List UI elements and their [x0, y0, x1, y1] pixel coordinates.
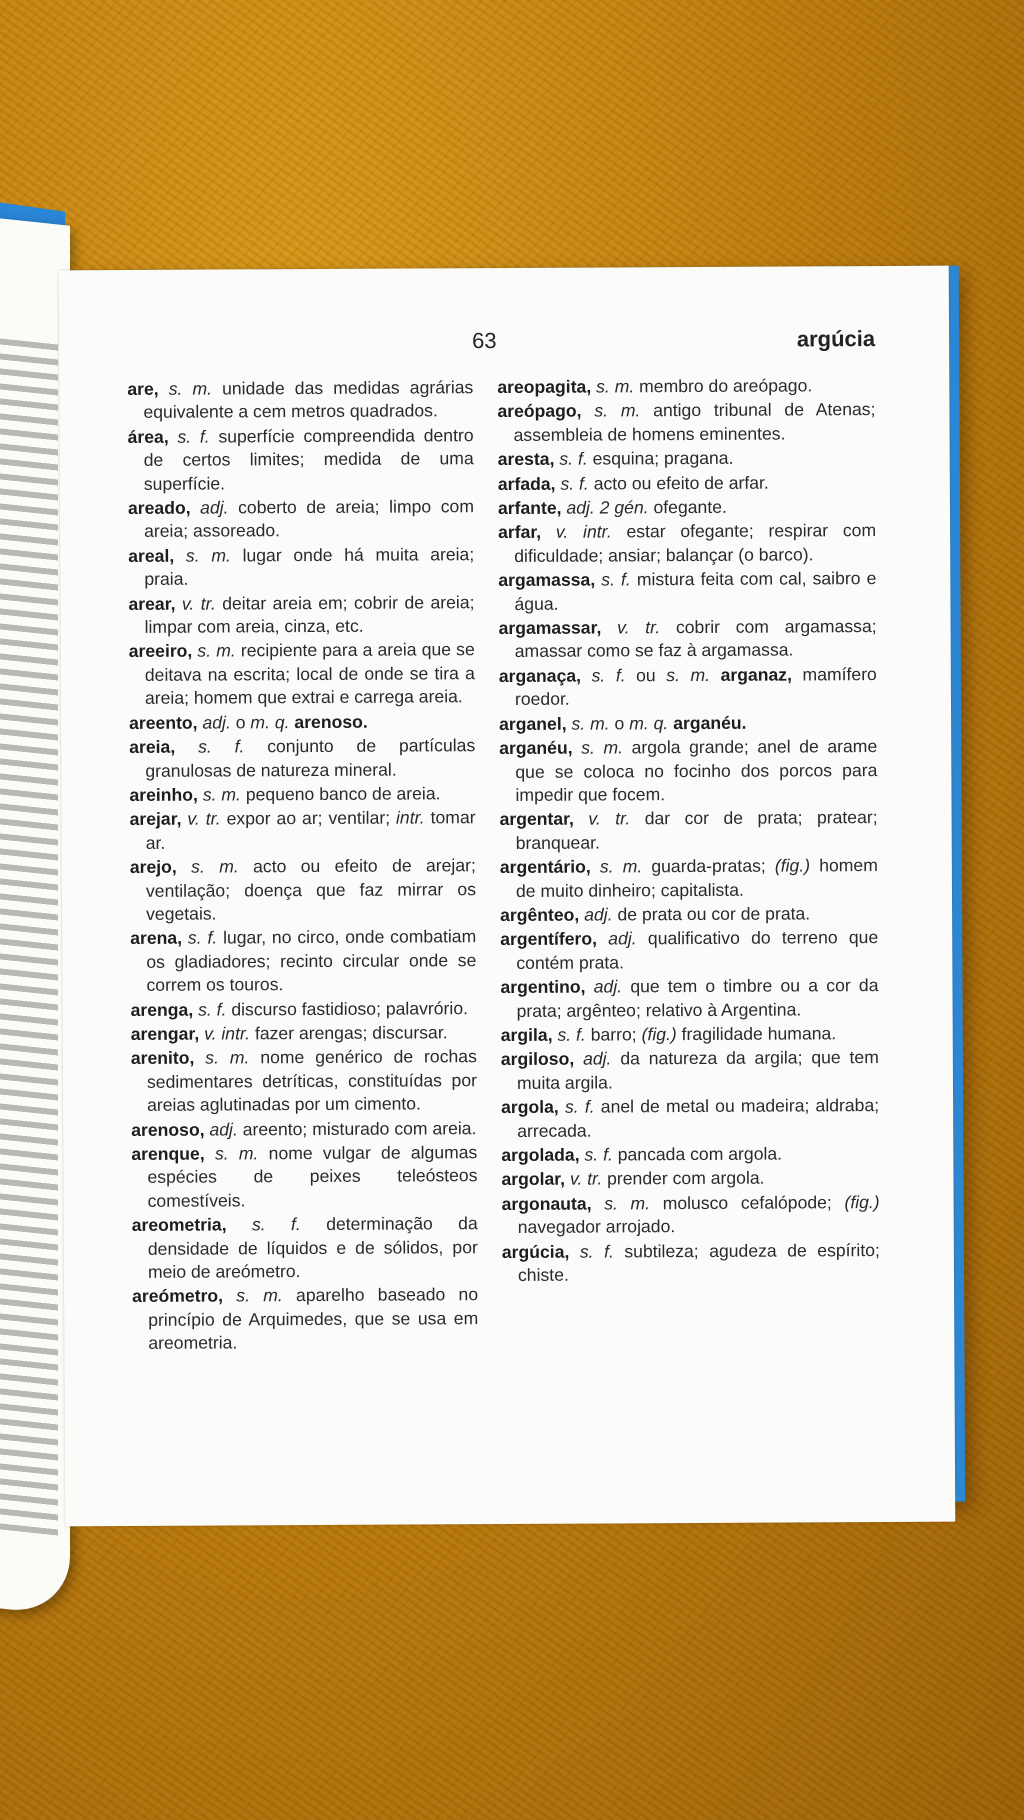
- grammar-label: s. m.: [194, 1047, 250, 1069]
- definition: guarda-pratas;: [642, 855, 766, 877]
- dictionary-entry: [498, 520, 876, 569]
- headword: arganéu.: [668, 712, 747, 733]
- grammar-label: s. f.: [595, 569, 631, 590]
- dictionary-entry: [501, 1142, 879, 1167]
- dictionary-entry: [128, 424, 474, 496]
- headword: argamassar,: [498, 617, 602, 639]
- headword: arfante,: [497, 497, 562, 519]
- dictionary-entry: [129, 639, 475, 711]
- definition: ofegante.: [648, 496, 727, 518]
- grammar-label: (fig.): [831, 1191, 880, 1213]
- dictionary-entry: [501, 1094, 879, 1143]
- headword: argolada,: [501, 1144, 580, 1166]
- headword: arganel,: [499, 713, 567, 734]
- grammar-label: s. m.: [581, 400, 641, 422]
- grammar-label: v. tr.: [175, 593, 216, 614]
- grammar-label: s. f.: [555, 473, 589, 494]
- definition: barro;: [585, 1024, 637, 1045]
- dictionary-entry: [128, 591, 474, 640]
- grammar-label: s. f.: [558, 1096, 595, 1117]
- page-number: 63: [472, 328, 497, 354]
- definition: fragilidade humana.: [676, 1023, 837, 1045]
- definition: superfície compreendida dentro de certos limites; medida de uma superfície.: [143, 424, 474, 494]
- definition: de prata ou cor de prata.: [612, 903, 811, 925]
- grammar-label: s. f.: [175, 736, 245, 757]
- headword: argentífero,: [500, 928, 598, 950]
- definition: tomar ar.: [145, 807, 476, 853]
- grammar-label: s. f.: [182, 927, 218, 949]
- definition: recipiente para a areia que se deitava na escrita; local de onde se tira a areia; homem que extrai e carrega areia.: [144, 639, 475, 709]
- grammar-label: s. f.: [569, 1241, 614, 1262]
- grammar-label: v. tr.: [573, 808, 631, 829]
- dictionary-entry: [498, 495, 876, 520]
- headword: aresta,: [497, 448, 555, 470]
- grammar-label: s. m.: [591, 1193, 651, 1214]
- grammar-label: adj.: [585, 976, 623, 997]
- headword: areeiro,: [128, 641, 193, 662]
- grammar-label: s. m.: [222, 1285, 283, 1306]
- headword: arenoso.: [289, 711, 368, 732]
- dictionary-entry: [132, 1284, 478, 1356]
- dictionary-entry: [131, 1141, 477, 1213]
- definition: conjunto de partículas granulosas de natureza mineral.: [145, 735, 476, 781]
- definition: lugar, no circo, onde combatiam os gladiadores; recinto circular onde se correm os touros.: [146, 926, 477, 996]
- dictionary-entry: [127, 376, 473, 425]
- headword: argentário,: [499, 856, 591, 878]
- grammar-label: s. f.: [168, 426, 210, 447]
- headword: areia,: [129, 736, 176, 758]
- grammar-label: s. f.: [579, 1144, 613, 1165]
- headword: arear,: [128, 593, 176, 614]
- grammar-label: intr.: [390, 807, 425, 828]
- definition: coberto de areia; limpo com areia; assoreado.: [144, 496, 475, 542]
- headword: arganéu,: [499, 737, 573, 759]
- definition: molusco cefalópode;: [649, 1192, 832, 1214]
- running-head: argúcia: [796, 326, 876, 352]
- dictionary-entry: [502, 1191, 880, 1240]
- grammar-label: s. f.: [554, 448, 588, 469]
- dictionary-entry: [132, 1212, 478, 1284]
- grammar-label: v. tr.: [181, 808, 221, 830]
- grammar-label: m. q.: [245, 711, 290, 733]
- headword: areado,: [127, 497, 191, 519]
- dictionary-entry: [497, 398, 875, 447]
- headword: argentar,: [499, 808, 574, 830]
- grammar-label: adj.: [596, 928, 637, 949]
- dictionary-entry: [500, 926, 878, 975]
- grammar-label: m. q.: [624, 712, 669, 734]
- dictionary-entry: [128, 543, 474, 592]
- definition: pequeno banco de areia.: [240, 783, 441, 805]
- definition: aparelho baseado no princípio de Arquimedes, que se usa em areometria.: [148, 1284, 479, 1354]
- grammar-label: s. m.: [174, 545, 231, 566]
- headword: argola,: [501, 1096, 559, 1118]
- definition: subtileza; agudeza de espírito; chiste.: [517, 1239, 880, 1285]
- dictionary-entry: [500, 902, 878, 927]
- headword: arfada,: [497, 473, 556, 494]
- definition: argola grande; anel de arame que se coloca no focinho dos porcos para impedir que focem.: [515, 736, 878, 805]
- grammar-label: s. m.: [572, 737, 624, 758]
- definition: acto ou efeito de arfar.: [588, 472, 769, 494]
- dictionary-entry: [129, 710, 475, 735]
- grammar-label: adj.: [190, 497, 229, 518]
- headword: argolar,: [501, 1169, 566, 1190]
- grammar-label: v. intr.: [541, 521, 612, 543]
- grammar-label: v. intr.: [199, 1023, 251, 1044]
- dictionary-entry: [501, 1022, 879, 1047]
- definition: o: [609, 713, 625, 734]
- dictionary-entry: [500, 806, 878, 855]
- headword: arenga,: [130, 999, 194, 1020]
- definition: nome vulgar de algumas espécies de peixes teleósteos comestíveis.: [147, 1142, 478, 1211]
- definition: anel de metal ou madeira; aldraba; arrecada.: [517, 1095, 880, 1141]
- headword: areento,: [129, 712, 198, 733]
- grammar-label: adj.: [579, 904, 613, 925]
- dictionary-entry: [499, 663, 877, 712]
- headword: arengar,: [130, 1023, 200, 1044]
- definition: dar cor de prata; pratear; branquear.: [515, 807, 878, 853]
- dictionary-entry: [131, 997, 477, 1022]
- grammar-label: s. f.: [226, 1214, 301, 1235]
- headword: areometria,: [131, 1214, 227, 1236]
- definition: nome genérico de rochas sedimentares detríticas, constituídas por areias aglutinadas por um cimento.: [146, 1046, 478, 1116]
- definition: deitar areia em; cobrir de areia; limpar com areia, cinza, etc.: [144, 591, 475, 637]
- grammar-label: s. m.: [158, 378, 213, 399]
- definition: navegador arrojado.: [517, 1216, 676, 1238]
- headword: argúcia,: [501, 1241, 570, 1262]
- dictionary-entry: [131, 1117, 477, 1142]
- left-column: [127, 376, 478, 1356]
- headword: areópago,: [497, 401, 582, 422]
- headword: arenque,: [131, 1143, 205, 1164]
- grammar-label: s. m.: [566, 713, 610, 734]
- definition: cobrir com argamassa; amassar como se faz à argamassa.: [514, 616, 877, 662]
- definition: homem de muito dinheiro; capitalista.: [515, 855, 878, 901]
- headword: argamassa,: [498, 569, 596, 591]
- definition: o: [230, 712, 246, 733]
- dictionary-entry: [500, 854, 878, 903]
- grammar-label: adj. 2 gén.: [561, 497, 649, 518]
- dictionary-entry: [129, 734, 475, 783]
- headword: argênteo,: [500, 904, 580, 925]
- definition: ou: [625, 665, 656, 686]
- grammar-label: (fig.): [765, 855, 811, 876]
- grammar-label: adj.: [204, 1119, 238, 1140]
- grammar-label: s. m.: [197, 784, 241, 805]
- headword: arfar,: [498, 522, 542, 543]
- headword: argonauta,: [501, 1193, 592, 1214]
- definition: fazer arengas; discursar.: [249, 1022, 448, 1044]
- dictionary-entry: [498, 471, 876, 496]
- definition: antigo tribunal de Atenas; assembleia de homens eminentes.: [513, 399, 876, 445]
- definition: estar ofegante; respirar com dificuldade; ansiar; balançar (o barco).: [514, 520, 877, 566]
- grammar-label: s. m.: [591, 376, 635, 397]
- grammar-label: s. m.: [204, 1143, 259, 1164]
- definition: expor ao ar; ventilar;: [220, 807, 391, 829]
- headword: argila,: [500, 1024, 553, 1046]
- dictionary-entry: [501, 1046, 879, 1095]
- dictionary-page: [59, 266, 956, 1527]
- dictionary-entry: [499, 735, 877, 807]
- headword: arena,: [130, 928, 183, 949]
- dictionary-entry: [130, 926, 476, 998]
- dictionary-entry: [129, 782, 475, 807]
- dictionary-entry: [499, 711, 877, 736]
- headword: argentino,: [500, 976, 586, 998]
- right-column: [497, 374, 880, 1288]
- definition: discurso fastidioso; palavrório.: [226, 997, 469, 1020]
- definition: pancada com argola.: [612, 1143, 783, 1165]
- dictionary-entry: [131, 1021, 477, 1046]
- dictionary-entry: [497, 374, 875, 399]
- dictionary-entry: [501, 1166, 879, 1191]
- definition: mistura feita com cal, saibro e água.: [514, 568, 877, 614]
- grammar-label: adj.: [197, 712, 231, 733]
- headword: areinho,: [129, 784, 198, 805]
- dictionary-entry: [498, 446, 876, 471]
- headword: areómetro,: [132, 1285, 224, 1307]
- grammar-label: v. tr.: [601, 617, 661, 638]
- headword: areopagita,: [497, 376, 592, 398]
- definition: acto ou efeito de arejar; ventilação; doença que faz mirrar os vegetais.: [145, 855, 477, 924]
- dictionary-entry: [502, 1239, 880, 1288]
- grammar-label: s. m.: [590, 856, 643, 877]
- grammar-label: s. f.: [580, 665, 626, 686]
- dictionary-entry: [498, 567, 876, 616]
- headword: areal,: [128, 545, 175, 566]
- headword: arganaz,: [709, 664, 793, 685]
- headword: arganaça,: [498, 665, 582, 686]
- dictionary-entry: [130, 854, 476, 926]
- headword: arejo,: [129, 856, 177, 878]
- definition: mamífero roedor.: [514, 663, 877, 710]
- dictionary-entry: [499, 615, 877, 664]
- grammar-label: s. m.: [192, 640, 236, 662]
- dictionary-entry: [131, 1046, 477, 1118]
- grammar-label: s. m.: [655, 664, 711, 686]
- definition: esquina; pragana.: [587, 448, 734, 469]
- definition: lugar onde há muita areia; praia.: [144, 544, 475, 590]
- definition: prender com argola.: [602, 1168, 765, 1189]
- headword: argiloso,: [500, 1049, 575, 1070]
- grammar-label: s. f.: [552, 1024, 586, 1045]
- definition: unidade das medidas agrárias equivalente a cem metros quadrados.: [143, 377, 474, 423]
- dictionary-entry: [128, 495, 474, 544]
- grammar-label: s. f.: [193, 999, 227, 1020]
- definition: qualificativo do terreno que contém prata.: [516, 927, 879, 973]
- left-page-text-blur: [0, 338, 58, 1544]
- definition: areento; misturado com areia.: [237, 1117, 477, 1140]
- grammar-label: adj.: [574, 1048, 612, 1070]
- headword: arejar,: [129, 809, 182, 830]
- definition: determinação da densidade de líquidos e de sólidos, por meio de areómetro.: [147, 1213, 478, 1282]
- grammar-label: (fig.): [636, 1024, 677, 1045]
- dictionary-entry: [500, 974, 878, 1023]
- headword: arenoso,: [131, 1119, 205, 1140]
- headword: arenito,: [130, 1048, 195, 1069]
- grammar-label: v. tr.: [564, 1168, 603, 1190]
- headword: are,: [127, 378, 159, 399]
- grammar-label: s. m.: [176, 856, 239, 877]
- dictionary-entry: [130, 806, 476, 855]
- definition: membro do areópago.: [634, 375, 813, 397]
- definition: que tem o timbre ou a cor da prata; argênteo; relativo à Argentina.: [516, 975, 879, 1021]
- definition: da natureza da argila; que tem muita argila.: [516, 1047, 879, 1093]
- headword: área,: [127, 426, 169, 447]
